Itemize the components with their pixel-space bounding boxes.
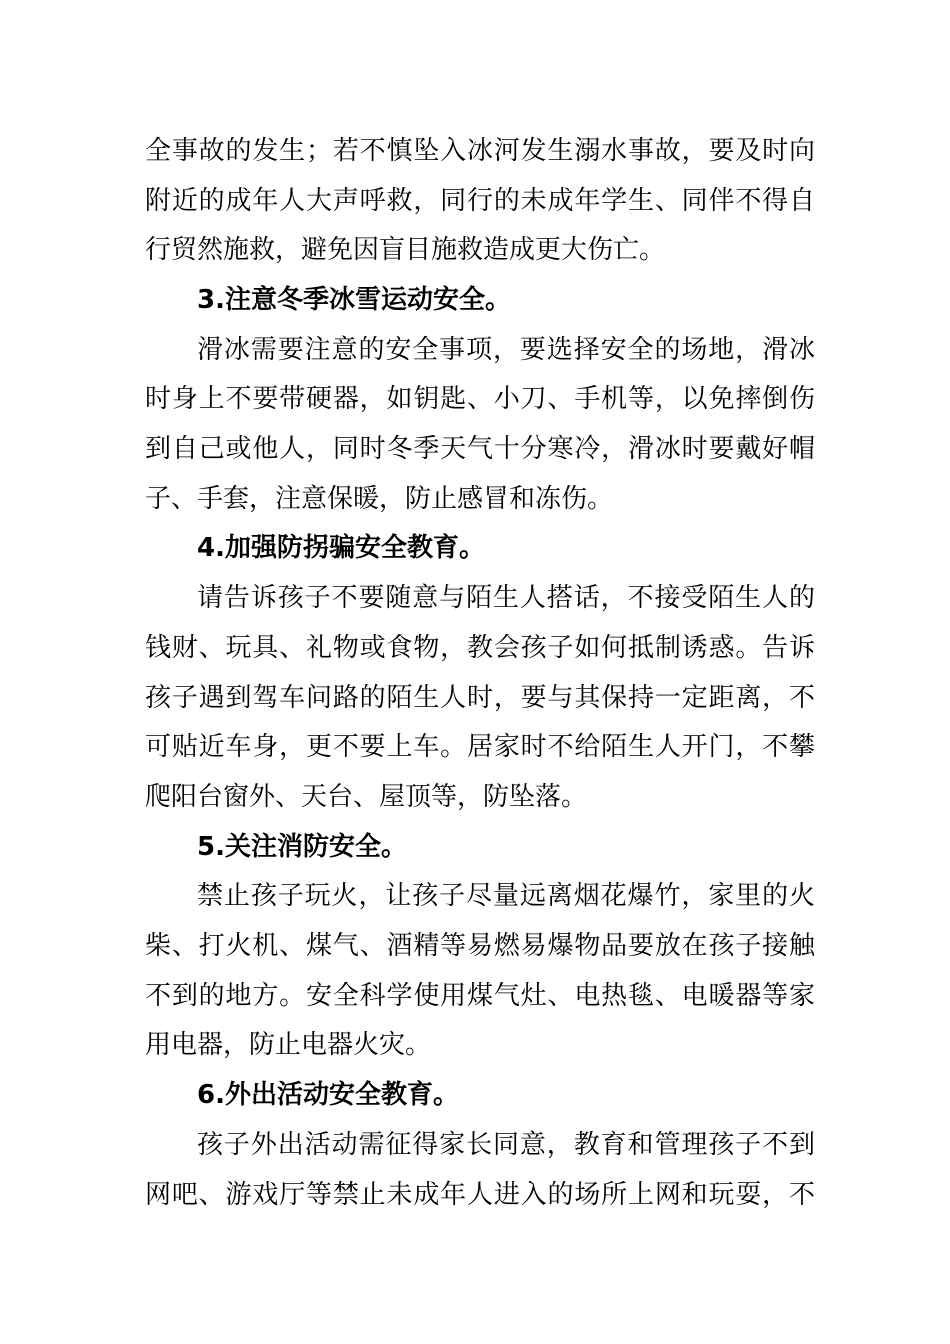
paragraph-line: 孩子遇到驾车问路的陌生人时，要与其保持一定距离，不: [145, 683, 815, 713]
paragraph-line: 孩子外出活动需征得家长同意，教育和管理孩子不到: [197, 1130, 815, 1160]
paragraph-line: 时身上不要带硬器，如钥匙、小刀、手机等，以免摔倒伤: [145, 384, 815, 414]
section-heading-6: 6.外出活动安全教育。: [197, 1080, 459, 1110]
paragraph-line: 全事故的发生；若不慎坠入冰河发生溺水事故，要及时向: [145, 136, 815, 166]
paragraph-line: 子、手套，注意保暖，防止感冒和冻伤。: [145, 484, 614, 514]
paragraph-line: 请告诉孩子不要随意与陌生人搭话，不接受陌生人的: [197, 583, 815, 613]
paragraph-line: 禁止孩子玩火，让孩子尽量远离烟花爆竹，家里的火: [197, 881, 815, 911]
section-heading-4: 4.加强防拐骗安全教育。: [197, 533, 485, 563]
paragraph-line: 到自己或他人，同时冬季天气十分寒冷，滑冰时要戴好帽: [145, 434, 815, 464]
paragraph-line: 爬阳台窗外、天台、屋顶等，防坠落。: [145, 782, 588, 812]
section-heading-3: 3.注意冬季冰雪运动安全。: [197, 285, 511, 315]
paragraph-line: 滑冰需要注意的安全事项，要选择安全的场地，滑冰: [197, 335, 815, 365]
paragraph-line: 钱财、玩具、礼物或食物，教会孩子如何抵制诱惑。告诉: [145, 633, 815, 663]
paragraph-line: 用电器，防止电器火灾。: [145, 1030, 432, 1060]
section-heading-5: 5.关注消防安全。: [197, 832, 407, 862]
paragraph-line: 不到的地方。安全科学使用煤气灶、电热毯、电暖器等家: [145, 981, 815, 1011]
paragraph-line: 柴、打火机、煤气、酒精等易燃易爆物品要放在孩子接触: [145, 931, 815, 961]
paragraph-line: 行贸然施救，避免因盲目施救造成更大伤亡。: [145, 235, 666, 265]
paragraph-line: 网吧、游戏厅等禁止未成年人进入的场所上网和玩耍，不: [145, 1180, 815, 1210]
paragraph-line: 可贴近车身，更不要上车。居家时不给陌生人开门，不攀: [145, 732, 815, 762]
paragraph-line: 附近的成年人大声呼救，同行的未成年学生、同伴不得自: [145, 186, 815, 216]
